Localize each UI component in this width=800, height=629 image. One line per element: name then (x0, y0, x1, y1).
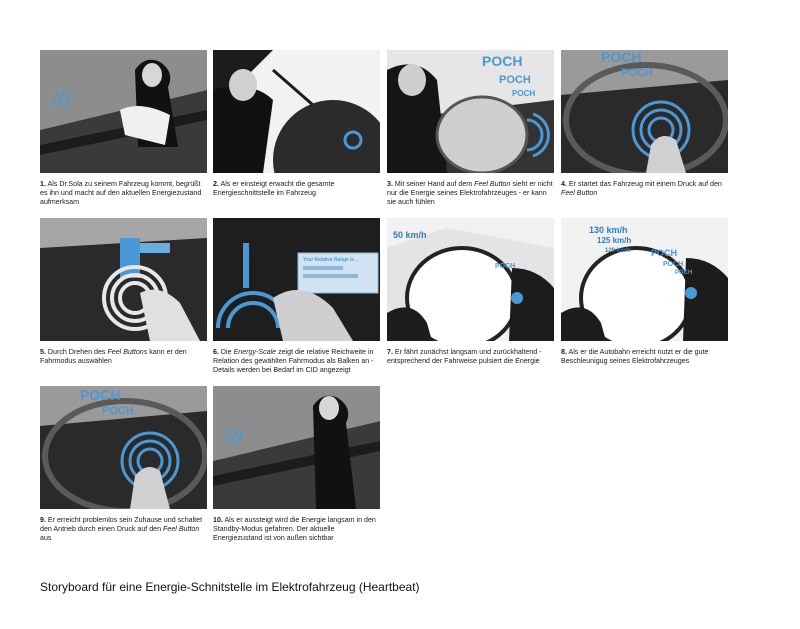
storyboard-panel-7 (387, 218, 554, 341)
storyboard-panel-5 (40, 218, 207, 341)
caption-number: 5. (40, 348, 46, 356)
caption-9 (40, 516, 208, 543)
panel-illustration (561, 218, 728, 341)
caption-number: 9. (40, 516, 46, 524)
poch-text: POCH (499, 74, 531, 86)
caption-3 (387, 180, 555, 207)
caption-2 (213, 180, 381, 198)
caption-text: sieht er nicht nur die Energie seines Elektrofahrzeuges - er kann sie auch fühlen (387, 180, 553, 206)
caption-8 (561, 348, 729, 366)
caption-number: 4. (561, 180, 567, 188)
storyboard-panel-8 (561, 218, 728, 341)
poch-text: POCH (80, 387, 121, 403)
panel-illustration (40, 386, 207, 509)
poch-text: POCH (102, 405, 134, 417)
storyboard-panel-3 (387, 50, 554, 173)
caption-number: 7. (387, 348, 393, 356)
speed-readout: 120 km/h (605, 248, 631, 254)
panel-illustration (40, 218, 207, 341)
cid-display-text: Your Relative Range is... (303, 257, 358, 263)
caption-text: Als er aussteigt wird die Energie langsam in den Standby-Modus gefahren. Der aktuelle Energiezustand ist von außen sichtbar (213, 516, 376, 542)
caption-text: Er erreicht problemlos sein Zuhause und schaltet den Antrieb durch einen Druck auf den (40, 516, 203, 533)
storyboard-panel-2 (213, 50, 380, 173)
caption-number: 3. (387, 180, 393, 188)
caption-text: Energy-Scale (233, 348, 277, 356)
caption-10 (213, 516, 381, 543)
caption-text: Feel Button (474, 180, 511, 188)
poch-text: POCH (621, 67, 653, 79)
poch-text: POCH (482, 53, 523, 69)
panel-illustration (387, 218, 554, 341)
speed-readout: 130 km/h (589, 225, 628, 235)
panel-illustration (213, 218, 380, 341)
page-title: Storyboard für eine Energie-Schnitstelle im Elektrofahrzeug (Heartbeat) (40, 580, 420, 594)
panel-illustration (387, 50, 554, 173)
storyboard-panel-10 (213, 386, 380, 509)
caption-number: 6. (213, 348, 219, 356)
poch-text: POCH (495, 263, 516, 270)
caption-text: Durch Drehen des (45, 348, 108, 356)
storyboard-panel-6 (213, 218, 380, 341)
storyboard-panel-4 (561, 50, 728, 173)
caption-text: Mit seiner Hand auf dem (392, 180, 475, 188)
caption-text: Als er die Autobahn erreicht nutzt er die gute Beschleunigug seines Elektrofahrzeuges (561, 348, 709, 365)
caption-text: Die (218, 348, 234, 356)
caption-text: kann er den Fahrmodus auswählen (40, 348, 187, 365)
poch-text: POCH (675, 270, 693, 276)
panel-illustration (213, 386, 380, 509)
caption-6 (213, 348, 381, 375)
speed-readout: 50 km/h (393, 230, 427, 240)
caption-text: Feel Buttons (107, 348, 148, 356)
caption-1 (40, 180, 208, 207)
speed-readout: 125 km/h (597, 236, 632, 245)
caption-number: 2. (213, 180, 219, 188)
caption-text: zeigt die relative Reichweite in Relation des gewählten Fahrmodus als Balken an - Details werden bei Bedarf im CID angezeigt (213, 348, 374, 374)
caption-text: Als er einsteigt erwacht die gesamte Energieschnittstelle im Fahrzeug (213, 180, 335, 197)
panel-illustration (40, 50, 207, 173)
caption-text: Feel Button (163, 525, 200, 533)
poch-text: POCH (512, 89, 536, 98)
caption-7 (387, 348, 555, 366)
caption-text: aus (40, 534, 52, 542)
storyboard-panel-9 (40, 386, 207, 509)
poch-text: POCH (601, 50, 642, 65)
poch-text: POCH (663, 261, 684, 268)
panel-illustration (561, 50, 728, 173)
caption-text: Er startet das Fahrzeug mit einem Druck auf den (566, 180, 722, 188)
panel-illustration (213, 50, 380, 173)
caption-number: 1. (40, 180, 46, 188)
caption-number: 10. (213, 516, 223, 524)
caption-number: 8. (561, 348, 567, 356)
caption-4 (561, 180, 729, 198)
caption-text: Als Dr.Sola zu seinem Fahrzeug kommt, begrüßt es ihn und macht auf den aktuellen Energiezustand aufmerksam (40, 180, 202, 206)
poch-text: POCH (651, 248, 678, 258)
caption-text: Feel Button (561, 189, 598, 197)
storyboard-panel-1 (40, 50, 207, 173)
caption-text: Er fährt zunächst langsam und zurückhaltend - entsprechend der Fahrweise pulsiert die Energie (387, 348, 542, 365)
caption-5 (40, 348, 208, 366)
